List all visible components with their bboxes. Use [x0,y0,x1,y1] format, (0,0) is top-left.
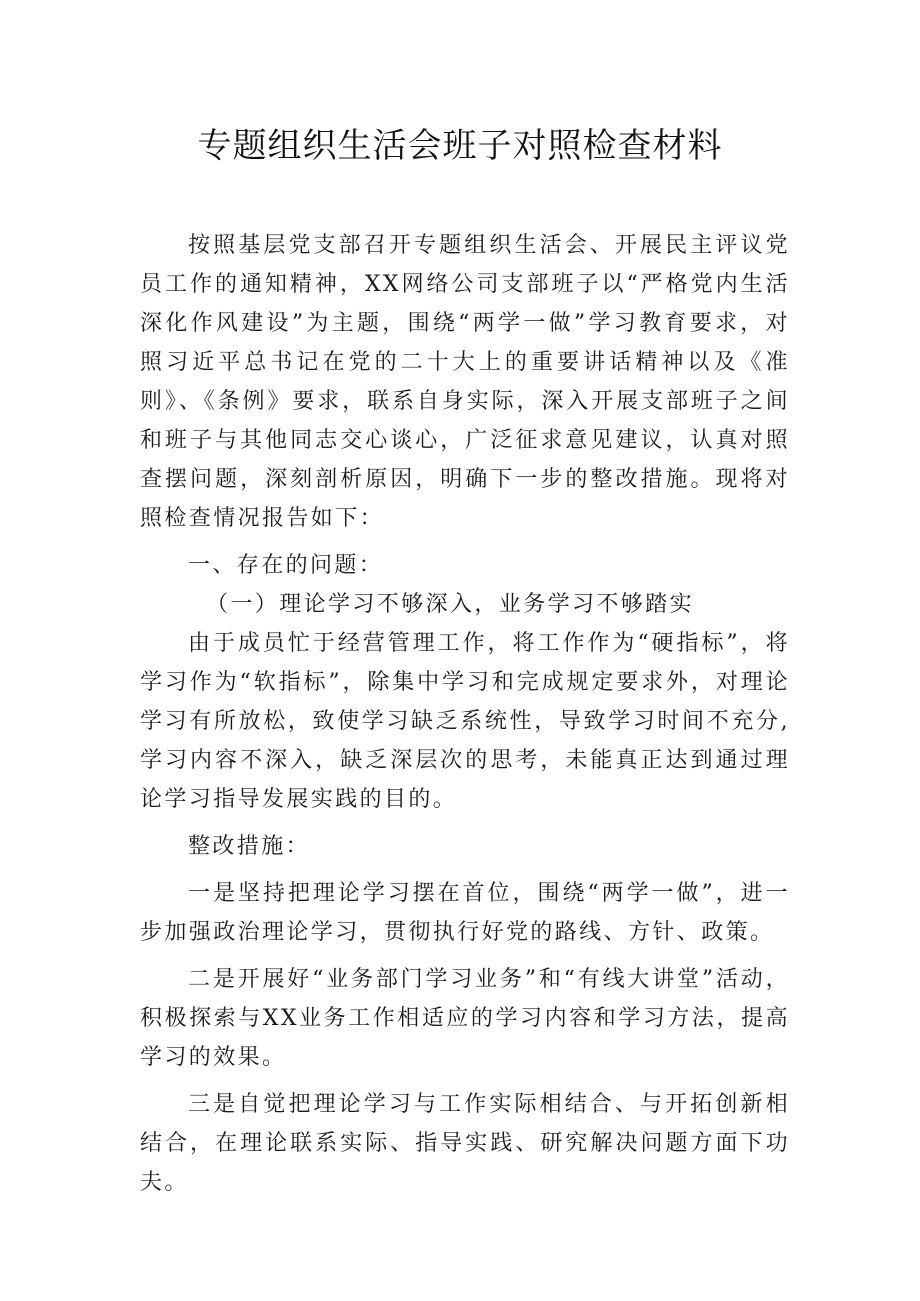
measures-heading: 整改措施： [188,834,311,859]
section-heading-problems: 一、存在的问题： [188,553,384,578]
subsection-body-theory-study: 由于成员忙于经营管理工作，将工作作为“硬指标”，将学习作为“软指标”，除集中学习和完成规定要求外，对理论学习有所放松，致使学习缺乏系统性，导致学习时间不充分,学习内容不深入，缺乏深层次的思考，未能真正达到通过理论学习指导发展实践的目的。 [140,631,790,812]
document-title: 专题组织生活会班子对照检查材料 [197,126,723,166]
measure-item-1: 一是坚持把理论学习摆在首位，围绕“两学一做”，进一步加强政治理论学习，贯彻执行好党的路线、方针、政策。 [140,881,790,945]
intro-paragraph: 按照基层党支部召开专题组织生活会、开展民主评议党员工作的通知精神，XX网络公司支部班子以“严格党内生活深化作风建设”为主题，围绕“两学一做”学习教育要求，对照习近平总书记在党的二十大上的重要讲话精神以及《准则》、《条例》要求，联系自身实际，深入开展支部班子之间和班子与其他同志交心谈心，广泛征求意见建议，认真对照查摆问题，深刻剖析原因，明确下一步的整改措施。现将对照检查情况报告如下： [140,233,790,531]
measure-item-2: 二是开展好“业务部门学习业务”和“有线大讲堂”活动，积极探索与XX业务工作相适应的学习内容和学习方法，提高学习的效果。 [140,967,790,1070]
document-body [140,226,790,1202]
measure-item-3: 三是自觉把理论学习与工作实际相结合、与开拓创新相结合，在理论联系实际、指导实践、研究解决问题方面下功夫。 [140,1092,790,1195]
subsection-heading-theory-study: （一）理论学习不够深入，业务学习不够踏实 [206,592,695,617]
